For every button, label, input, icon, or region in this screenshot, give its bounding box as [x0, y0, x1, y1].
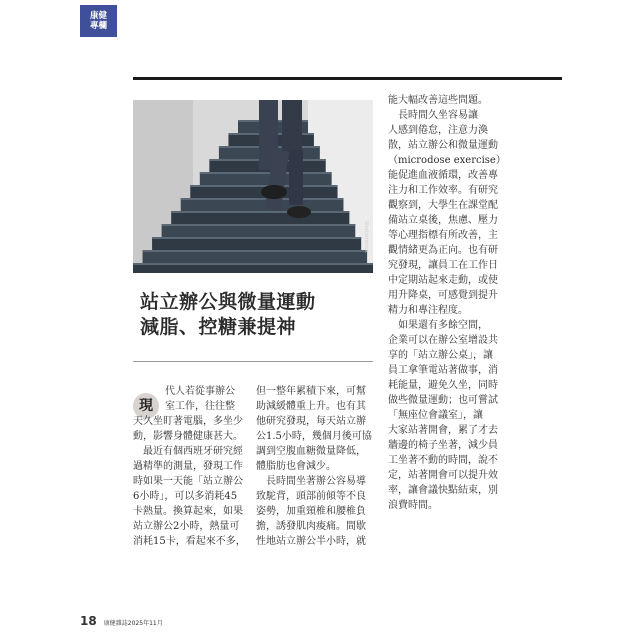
text-line: 觀察到，大學生在課堂配 [388, 200, 498, 211]
text-line: 散，站立辦公和微量運動 [388, 140, 498, 151]
text-line: 消耗15卡，看起來不多， [133, 536, 246, 547]
text-line: 定，站著開會可以提升效 [388, 470, 498, 481]
text-line: 公1.5小時，幾個月後可協 [256, 431, 372, 442]
text-line: 長時間坐著辦公容易導 [256, 476, 366, 487]
page-number: 18 [80, 614, 97, 628]
page-footer [80, 610, 163, 629]
badge-line-2: 專欄 [89, 21, 107, 31]
text-line: 享的「站立辦公桌」，讓 [388, 350, 493, 361]
text-line: 天久坐盯著電腦，多坐少 [133, 416, 243, 427]
text-line: 長時間久坐容易讓 [388, 110, 478, 121]
text-line: 動，影響身體健康甚大。 [133, 431, 243, 442]
text-line: 體脂肪也會減少。 [256, 461, 336, 472]
title-line-2: 減脂、控糖兼提神 [140, 316, 297, 338]
text-line: 過精準的測量，發現工作 [133, 461, 243, 472]
text-line: 能大幅改善這些問題。 [388, 95, 488, 106]
text-line: 等心理指標有所改善，主 [388, 230, 498, 241]
text-line: 大家站著開會，累了才去 [388, 425, 498, 436]
text-line: 時如果一天能「站立辦公 [133, 476, 243, 487]
title-rule [133, 361, 373, 362]
text-line: 6小時」，可以多消耗45 [133, 491, 238, 502]
text-line: 但一整年累積下來，可幫 [256, 386, 366, 397]
text-line: 率，讓會議快點結束，別 [388, 485, 498, 496]
text-line: 做些微量運動；也可嘗試 [388, 395, 498, 406]
stair-edge [162, 224, 356, 226]
stairs-photo [133, 100, 373, 273]
photo-credit: Shutterstock [363, 221, 369, 253]
text-line: 助減緩體重上升。也有其 [256, 401, 366, 412]
text-line: 調到空腹血糖微量降低， [256, 446, 366, 457]
badge-line-1: 康健 [89, 11, 107, 21]
stair-edge [171, 211, 349, 213]
text-line: （microdose exercise） [388, 155, 506, 166]
text-line: 中定期站起來走動，或使 [388, 275, 498, 286]
text-line: 員工拿筆電站著做事，消 [388, 365, 498, 376]
text-line: 最近有個西班牙研究經 [133, 446, 243, 457]
text-column-3 [388, 93, 505, 513]
text-line: 用升降桌，可感覺到提升 [388, 290, 498, 301]
text-line: 究發現，讓員工在工作日 [388, 260, 498, 271]
text-line: 卡熱量。換算起來，如果 [133, 506, 243, 517]
text-line: 擔，誘發肌肉痠痛。間歇 [256, 521, 366, 532]
stair-edge [152, 237, 361, 239]
text-line: 牆邊的椅子坐著，減少員 [388, 440, 498, 451]
text-line: 備站立桌後，焦慮、壓力 [388, 215, 498, 226]
text-column-1 [133, 384, 245, 549]
text-line: 如果還有多餘空間， [388, 320, 488, 331]
section-badge [80, 5, 117, 37]
text-line: 「無座位會議室」，讓 [388, 410, 483, 421]
text-line: 他研究發現，每天站立辦 [256, 416, 366, 427]
text-line: 人感到倦怠，注意力渙 [388, 125, 488, 136]
text-line: 企業可以在辦公室增設共 [388, 335, 498, 346]
text-line: 性地站立辦公半小時，就 [256, 536, 366, 547]
stair-edge [143, 250, 368, 252]
text-line: 能促進血液循環，改善專 [388, 170, 498, 181]
text-line: 站立辦公2小時，熱量可 [133, 521, 240, 532]
publication-info: 康健雜誌2025年11月 [103, 620, 163, 627]
stair-edge [200, 172, 332, 174]
stair-edge [181, 198, 344, 200]
stairs-illustration [133, 100, 373, 273]
text-line: 姿勢，加重頸椎和腰椎負 [256, 506, 366, 517]
text-line: 精力和專注程度。 [388, 305, 468, 316]
stair-edge [190, 185, 337, 187]
text-line: 代人若從事辦公 [165, 386, 235, 397]
text-line: 耗能量，避免久坐，同時 [388, 380, 498, 391]
article-title [140, 290, 375, 340]
text-line: 注力和工作效率。有研究 [388, 185, 498, 196]
stair-edge [133, 263, 373, 265]
text-column-2 [256, 384, 372, 549]
title-line-1: 站立辦公與微量運動 [140, 291, 316, 313]
text-line: 浪費時間。 [388, 500, 438, 511]
text-line: 觀情緒更為正向。也有研 [388, 245, 498, 256]
drop-cap: 現 [133, 393, 159, 419]
top-rule [133, 77, 562, 80]
text-line: 工坐著不動的時間，說不 [388, 455, 498, 466]
text-line: 致駝背，頭部前傾等不良 [256, 491, 366, 502]
text-line: 室工作，往往整 [165, 401, 235, 412]
